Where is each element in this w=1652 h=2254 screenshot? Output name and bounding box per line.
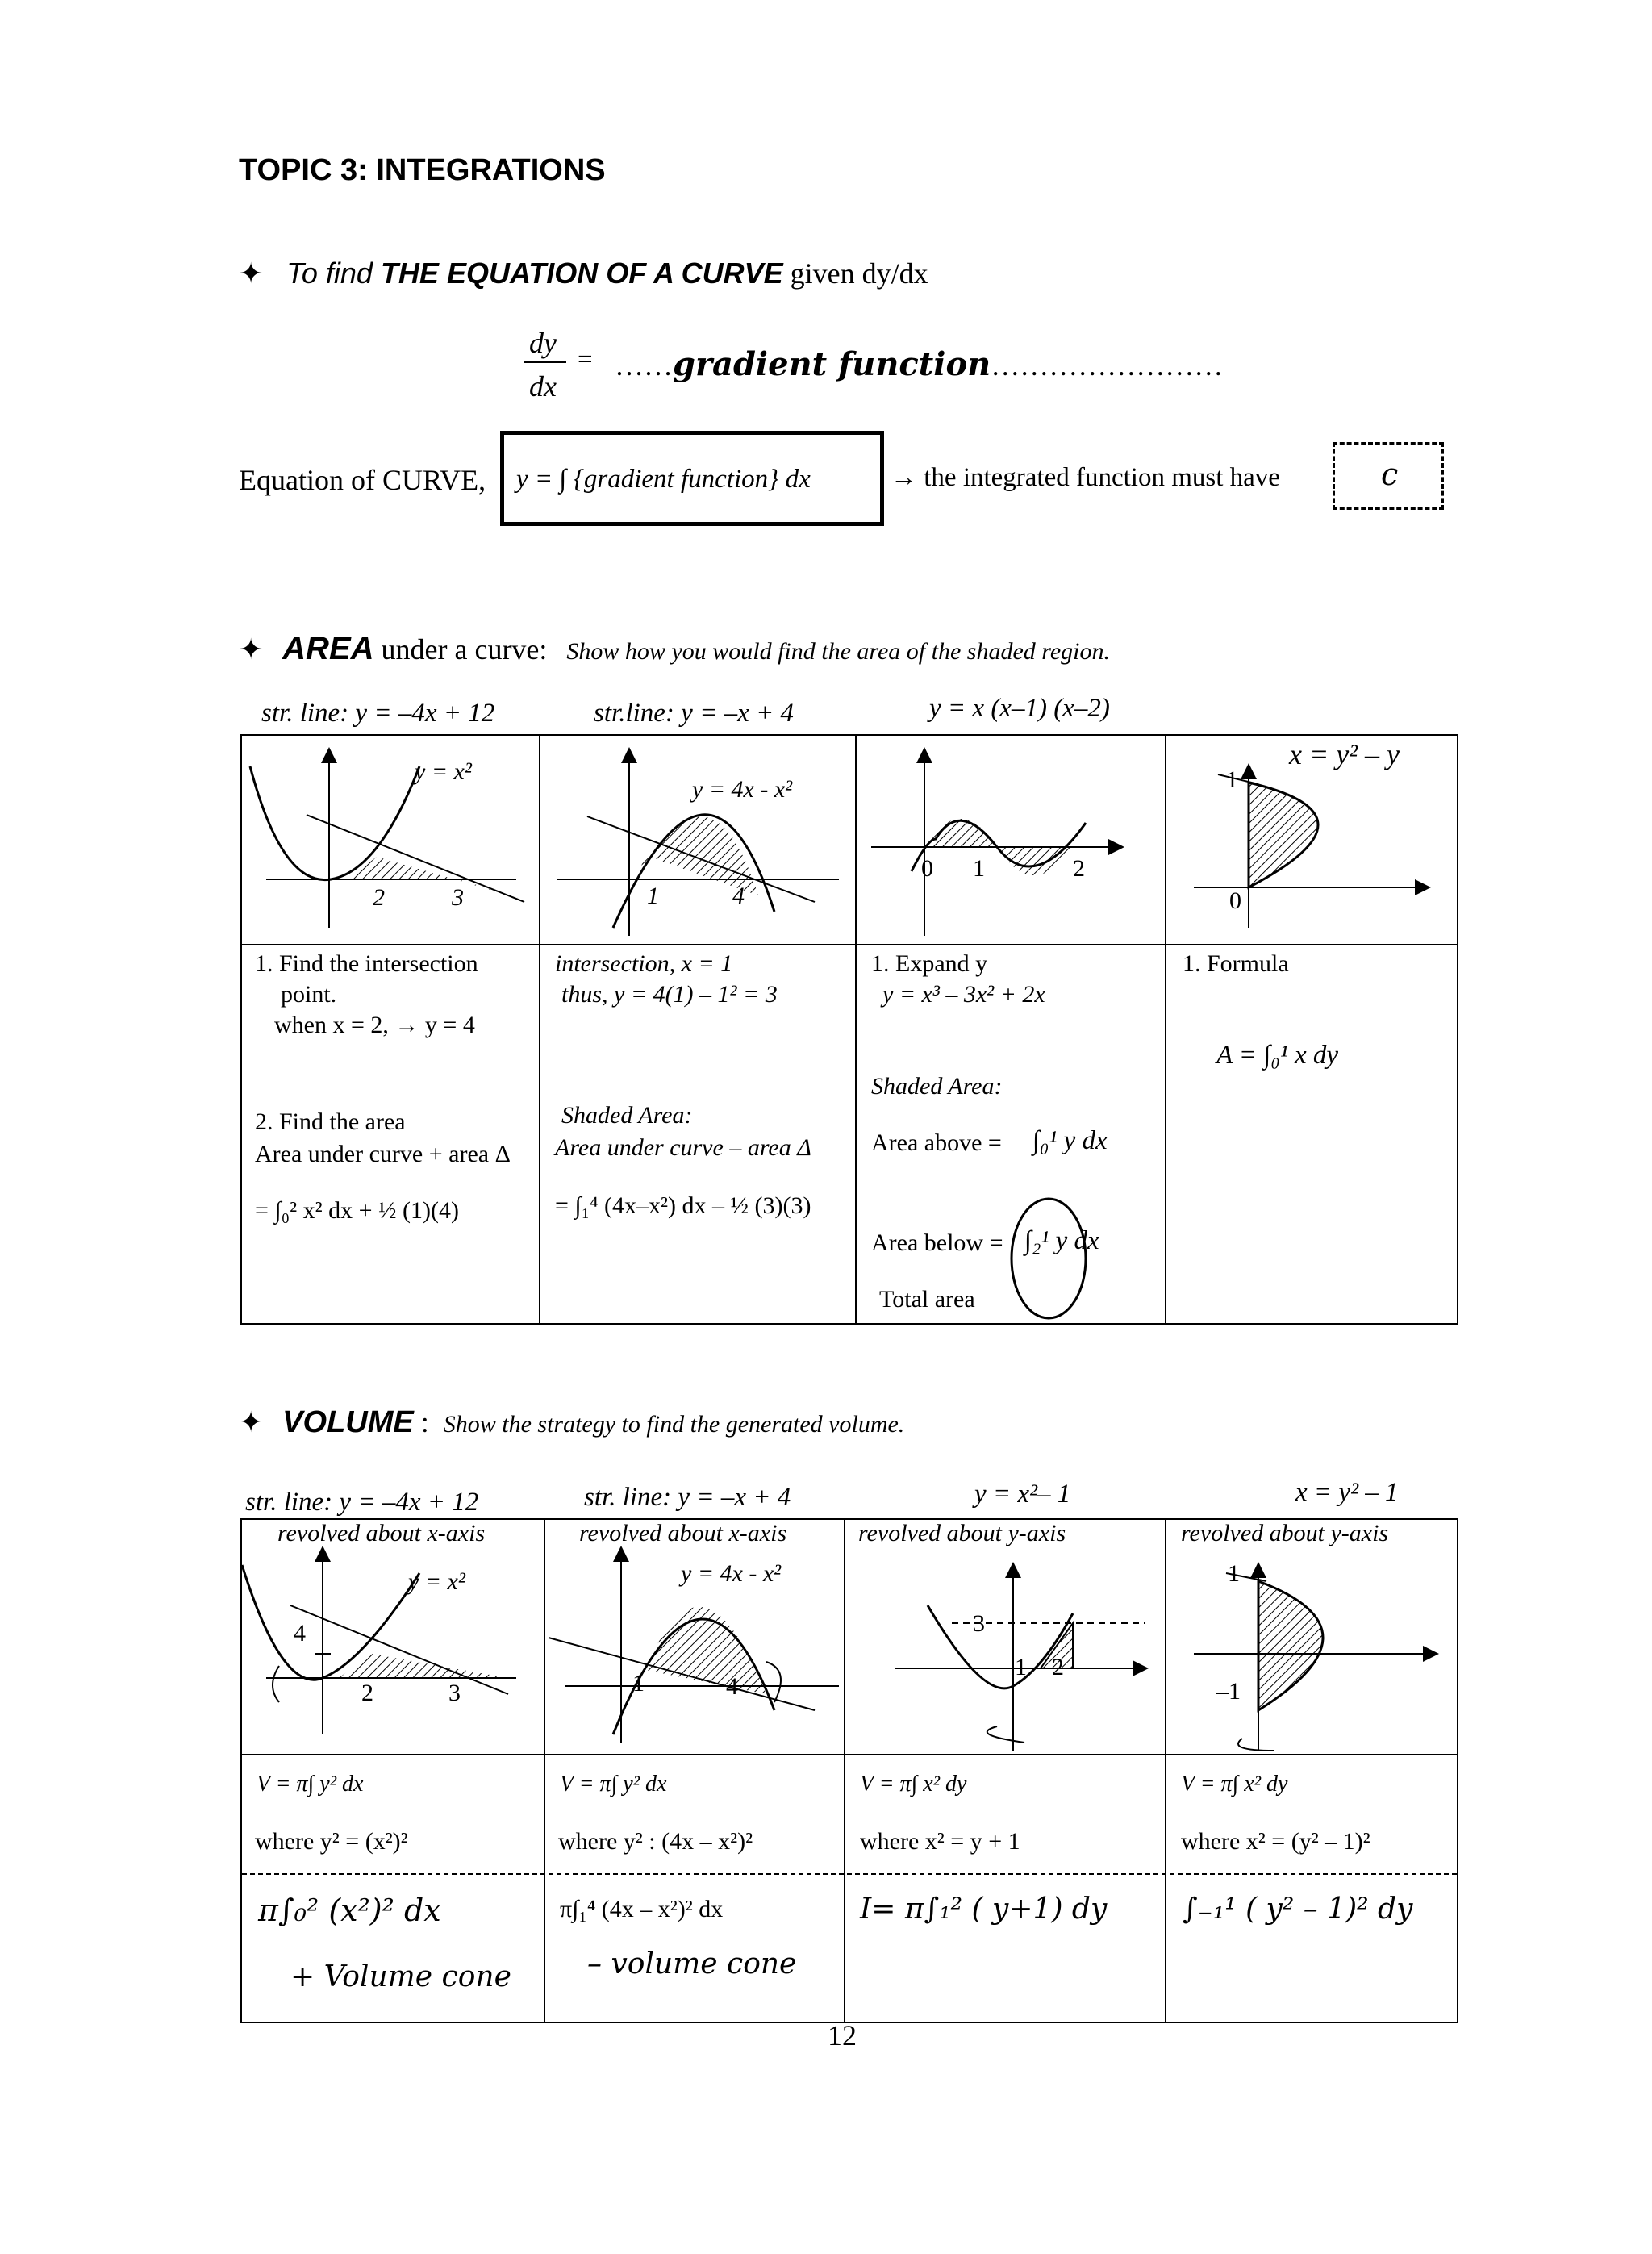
vol-c2-answer: π∫₁⁴ (4x – x²)² dx xyxy=(560,1896,724,1922)
frac-denominator: dx xyxy=(529,370,557,403)
arrow-text: → the integrated function must have xyxy=(891,463,1280,492)
vol-c3-sub: revolved about y-axis xyxy=(858,1520,1066,1546)
vol-c3-where: where x² = y + 1 xyxy=(860,1828,1020,1855)
vol-c2-where: where y² : (4x – x²)² xyxy=(558,1828,753,1855)
vol-g2-tick-1: 1 xyxy=(632,1670,645,1697)
volume-col3-header: y = x²– 1 xyxy=(974,1480,1071,1509)
gradient-handwritten: gradient function xyxy=(673,345,991,383)
area-g4-tick-1: 1 xyxy=(1226,766,1238,793)
vol-table-v1 xyxy=(544,1518,545,2023)
page-number: 12 xyxy=(828,2019,857,2052)
vol-c3-formula: V = π∫ x² dy xyxy=(860,1772,967,1797)
vol-g1-y4: 4 xyxy=(294,1620,306,1647)
vol-c1-answer2: + Volume cone xyxy=(290,1960,511,1993)
volume-graph-4 xyxy=(1194,1565,1436,1751)
volume-col4-header: x = y² – 1 xyxy=(1295,1478,1399,1507)
vol-table-dashed xyxy=(242,1873,1457,1875)
area-c3-above-expr: ∫₀¹ y dx xyxy=(1032,1126,1108,1155)
vol-c1-formula: V = π∫ y² dx xyxy=(257,1772,364,1797)
area-c3-below: Area below = xyxy=(871,1229,1003,1256)
volume-heading xyxy=(239,1405,904,1440)
vol-g1-tick-2: 2 xyxy=(361,1680,373,1706)
vol-g3-tick-2: 2 xyxy=(1052,1654,1064,1680)
area-c2-shaded-b: Area under curve – area Δ xyxy=(555,1134,811,1161)
bullet-icon: ✦ xyxy=(239,1406,264,1438)
equation-label: Equation of CURVE, xyxy=(239,464,486,496)
area-g1-tick-3: 3 xyxy=(452,884,464,911)
area-c3-expanded: y = x³ – 3x² + 2x xyxy=(882,981,1045,1008)
area-c4-expr: A = ∫₀¹ x dy xyxy=(1216,1041,1339,1070)
volume-col2-header: str. line: y = –x + 4 xyxy=(584,1483,791,1512)
vol-table-mid xyxy=(240,1754,1458,1755)
area-g2-tick-4: 4 xyxy=(732,883,745,909)
area-c1-step1b: point. xyxy=(281,981,337,1008)
area-g2-tick-1: 1 xyxy=(647,883,659,909)
area-c1-step2b: Area under curve + area Δ xyxy=(255,1141,511,1167)
area-c1-step1: 1. Find the intersection xyxy=(255,950,478,977)
bullet-icon: ✦ xyxy=(239,633,264,666)
area-c2-line2: thus, y = 4(1) – 1² = 3 xyxy=(561,981,778,1008)
curve-tail: given dy/dx xyxy=(782,257,928,290)
area-g2-curve-label: y = 4x - x² xyxy=(692,776,793,803)
area-heading-word: AREA xyxy=(282,631,374,666)
area-g1-tick-2: 2 xyxy=(373,884,385,911)
vol-g3-y3: 3 xyxy=(973,1610,985,1637)
vol-c1-answer: π∫₀² (x²)² dx xyxy=(258,1893,441,1928)
circle-highlight xyxy=(1012,1199,1086,1318)
vol-g2-tick-4: 4 xyxy=(726,1673,738,1700)
vol-table-v4 xyxy=(1457,1518,1458,2023)
area-g4-tick-0: 0 xyxy=(1229,887,1241,914)
vol-c4-answer: ∫₋₁¹ ( y² – 1)² dy xyxy=(1183,1893,1413,1926)
constant-c: c xyxy=(1381,457,1399,492)
curve-lead: To find xyxy=(286,257,381,290)
vol-g4-tick-1: 1 xyxy=(1228,1560,1240,1587)
area-col1-header: str. line: y = –4x + 12 xyxy=(261,699,495,728)
vol-c2-formula: V = π∫ y² dx xyxy=(560,1772,667,1797)
vol-table-v0 xyxy=(240,1518,242,2023)
area-c3-above: Area above = xyxy=(871,1129,1002,1156)
vol-g1-curve-label: y = x² xyxy=(408,1568,465,1595)
area-g1-curve-label: y = x² xyxy=(415,758,472,785)
vol-g3-tick-1: 1 xyxy=(1015,1654,1027,1680)
vol-c2-answer2: – volume cone xyxy=(587,1947,797,1981)
area-c1-step2: 2. Find the area xyxy=(255,1108,406,1135)
area-c2-expr: = ∫₁⁴ (4x–x²) dx – ½ (3)(3) xyxy=(555,1192,811,1219)
volume-instruction: Show the strategy to find the generated volume. xyxy=(443,1411,905,1438)
vol-c3-answer: I= π∫₁² ( y+1) dy xyxy=(860,1893,1108,1926)
area-c1-expr: = ∫₀² x² dx + ½ (1)(4) xyxy=(255,1197,459,1224)
area-c2-shaded: Shaded Area: xyxy=(561,1102,693,1129)
vol-g1-tick-3: 3 xyxy=(448,1680,461,1706)
volume-heading-tail: : xyxy=(413,1406,429,1438)
vol-g4-tick-m1: –1 xyxy=(1216,1678,1241,1705)
frac-equals: = xyxy=(578,345,593,374)
frac-numerator: dy xyxy=(529,327,557,359)
page-title: TOPIC 3: INTEGRATIONS xyxy=(239,153,606,187)
area-heading-tail: under a curve: xyxy=(373,633,548,666)
area-c3-shaded: Shaded Area: xyxy=(871,1073,1003,1100)
vol-g2-curve-label: y = 4x - x² xyxy=(681,1560,782,1587)
dots-right: …………………… xyxy=(991,349,1224,382)
vol-c2-sub: revolved about x-axis xyxy=(579,1520,787,1546)
volume-heading-word: VOLUME xyxy=(282,1405,414,1439)
area-instruction: Show how you would find the area of the shaded region. xyxy=(566,638,1110,665)
area-c2-line1: intersection, x = 1 xyxy=(555,950,733,977)
vol-c4-where: where x² = (y² – 1)² xyxy=(1181,1828,1370,1855)
area-g3-tick-0: 0 xyxy=(921,855,933,882)
bullet-icon: ✦ xyxy=(239,257,264,290)
area-c3-expand: 1. Expand y xyxy=(871,950,988,977)
volume-graph-1 xyxy=(242,1549,516,1734)
area-g3-tick-1: 1 xyxy=(973,855,985,882)
vol-c4-sub: revolved about y-axis xyxy=(1181,1520,1389,1546)
area-graph-1 xyxy=(250,750,524,928)
area-col3-header: y = x (x–1) (x–2) xyxy=(929,694,1110,723)
area-c3-total: Total area xyxy=(879,1286,975,1313)
vol-table-v2 xyxy=(844,1518,845,2023)
area-col2-header: str.line: y = –x + 4 xyxy=(594,699,794,728)
dots-left: …… xyxy=(615,349,673,382)
area-c3-below-expr: ∫₂¹ y dx xyxy=(1024,1226,1099,1255)
vol-c1-where: where y² = (x²)² xyxy=(255,1828,408,1855)
volume-col1-header: str. line: y = –4x + 12 xyxy=(245,1488,479,1517)
boxed-formula: y = ∫ {gradient function} dx xyxy=(516,465,811,494)
vol-table-v3 xyxy=(1165,1518,1166,2023)
vol-c4-formula: V = π∫ x² dy xyxy=(1181,1772,1288,1797)
area-col4-header: x = y² – y xyxy=(1289,738,1400,770)
curve-emphasis: THE EQUATION OF A CURVE xyxy=(380,257,783,290)
vol-c1-sub: revolved about x-axis xyxy=(277,1520,486,1546)
area-c1-step1c: when x = 2, → y = 4 xyxy=(274,1012,475,1038)
area-graph-3 xyxy=(871,750,1121,936)
area-g3-tick-2: 2 xyxy=(1073,855,1085,882)
area-c4-formula: 1. Formula xyxy=(1183,950,1289,977)
